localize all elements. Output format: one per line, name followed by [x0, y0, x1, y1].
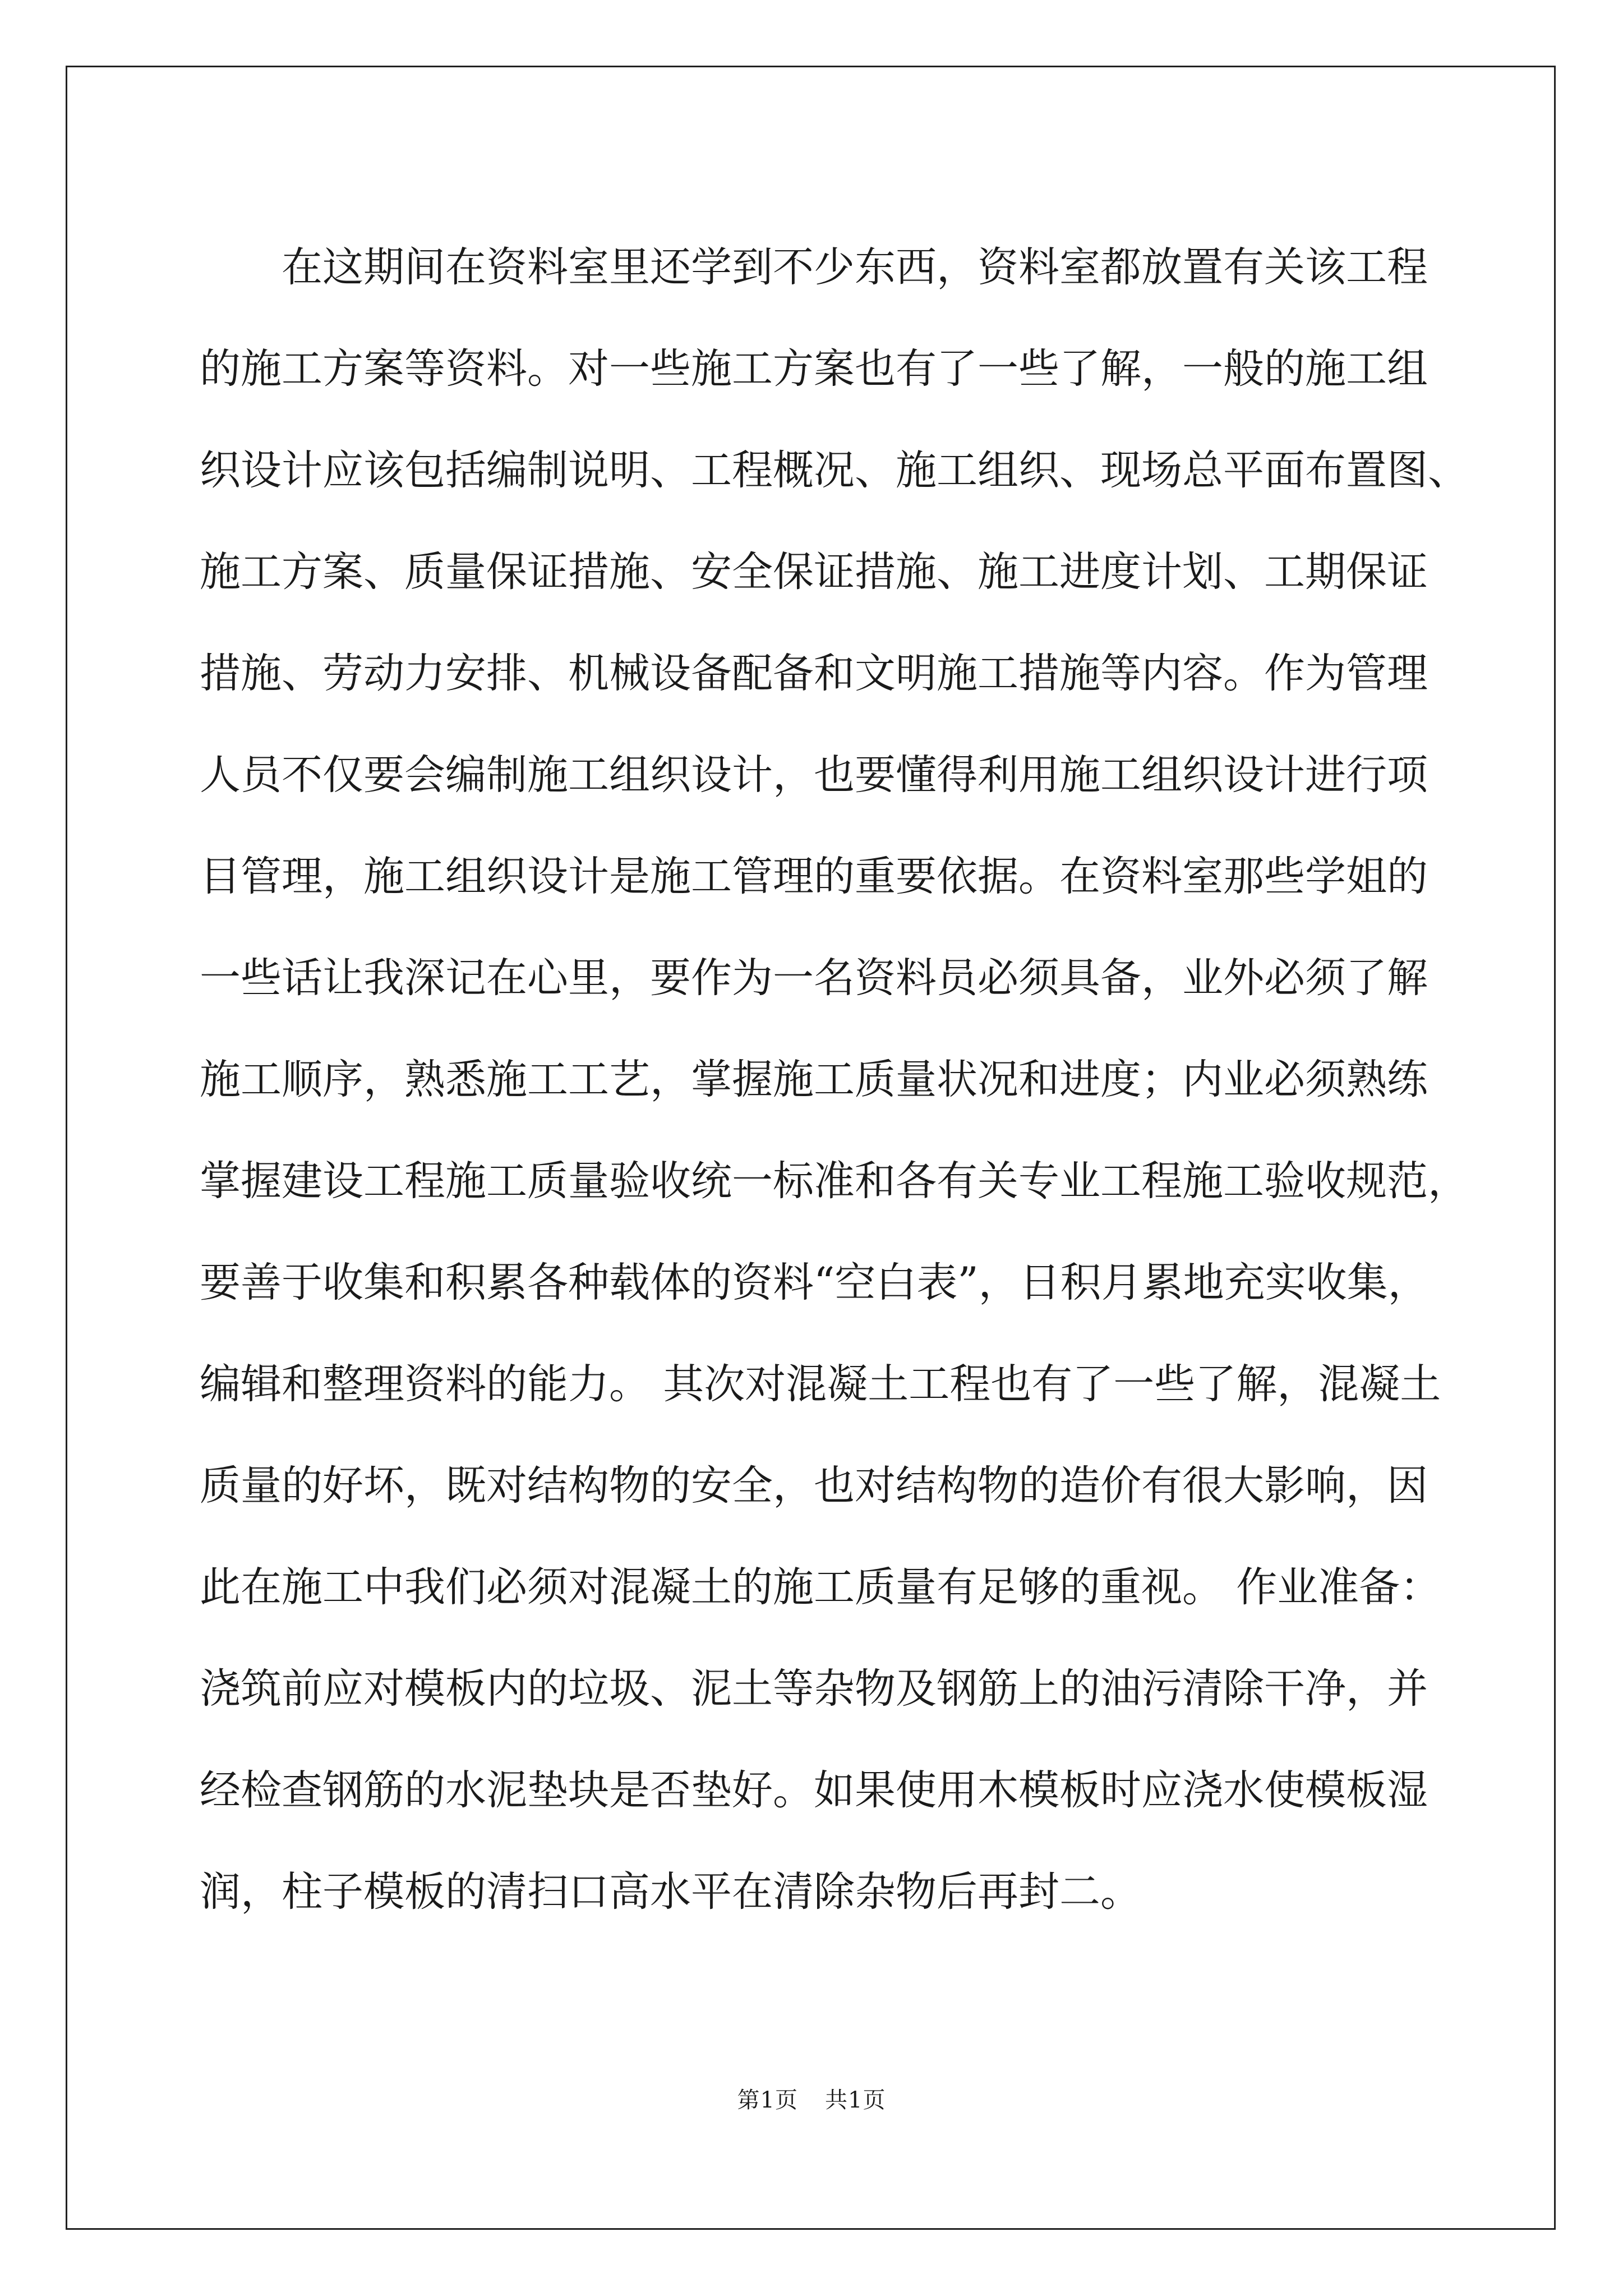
paragraph-line: 经检查钢筋的水泥垫块是否垫好。如果使用木模板时应浇水使模板湿	[200, 1766, 1428, 1814]
paragraph-line: 此在施工中我们必须对混凝土的施工质量有足够的重视。 作业准备：	[200, 1563, 1441, 1611]
paragraph-line: 润，柱子模板的清扫口高水平在清除杂物后再封二。	[200, 1868, 1141, 1916]
paragraph-line: 掌握建设工程施工质量验收统一标准和各有关专业工程施工验收规范，	[200, 1157, 1469, 1205]
paragraph-line: 在这期间在资料室里还学到不少东西，资料室都放置有关该工程	[282, 243, 1428, 291]
paragraph-line: 织设计应该包括编制说明、工程概况、施工组织、现场总平面布置图、	[200, 447, 1469, 494]
page-number-total: 共1页	[825, 2087, 886, 2113]
paragraph-line: 质量的好坏，既对结构物的安全，也对结构物的造价有很大影响，因	[200, 1462, 1428, 1510]
page-number-current: 第1页	[737, 2087, 798, 2113]
paragraph-line: 施工方案、质量保证措施、安全保证措施、施工进度计划、工期保证	[200, 548, 1428, 596]
paragraph-line: 要善于收集和积累各种载体的资料“空白表”，日积月累地充实收集，	[200, 1259, 1429, 1306]
paragraph-line: 人员不仅要会编制施工组织设计，也要懂得利用施工组织设计进行项	[200, 751, 1428, 799]
page-footer	[0, 2082, 1623, 2114]
paragraph-line: 措施、劳动力安排、机械设备配备和文明施工措施等内容。作为管理	[200, 650, 1428, 697]
paragraph-line: 目管理，施工组织设计是施工管理的重要依据。在资料室那些学姐的	[200, 853, 1428, 900]
paragraph-line: 编辑和整理资料的能力。 其次对混凝土工程也有了一些了解，混凝土	[200, 1360, 1441, 1408]
paragraph-line: 一些话让我深记在心里，要作为一名资料员必须具备，业外必须了解	[200, 954, 1428, 1002]
body-paragraph	[200, 217, 1469, 1943]
paragraph-line: 施工顺序，熟悉施工工艺，掌握施工质量状况和进度；内业必须熟练	[200, 1056, 1428, 1103]
paragraph-line: 浇筑前应对模板内的垃圾、泥土等杂物及钢筋上的油污清除干净，并	[200, 1665, 1428, 1713]
paragraph-line: 的施工方案等资料。对一些施工方案也有了一些了解，一般的施工组	[200, 345, 1428, 393]
